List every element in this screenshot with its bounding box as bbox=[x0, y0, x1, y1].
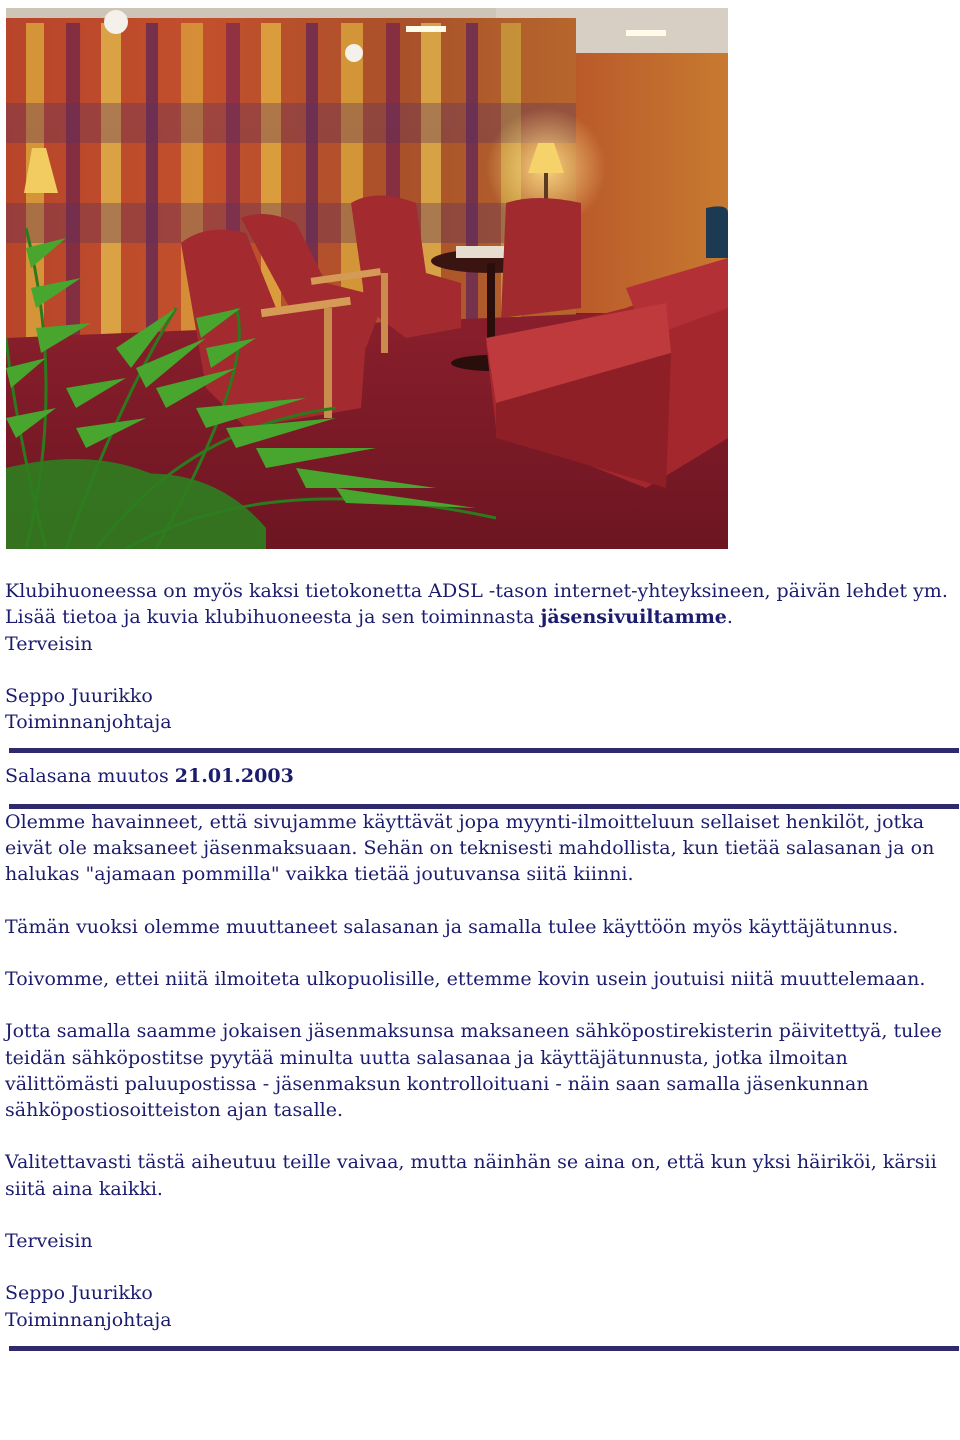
more-info-text: Lisää tietoa ja kuvia klubihuoneesta ja sen toiminnasta bbox=[5, 606, 541, 629]
greeting-2: Terveisin bbox=[5, 1230, 93, 1253]
signer-title-1: Toiminnanjohtaja bbox=[5, 711, 172, 734]
page-content bbox=[5, 578, 957, 1351]
club-room-photo bbox=[6, 8, 728, 549]
request-paragraph: Jotta samalla saamme jokaisen jäsenmaksunsa maksaneen sähköpostirekisterin päivitettyä, tulee teidän sähköpostitse pyytää minulta uutta salasanaa ja käyttäjätunnusta, jotka ilmoitan välittömästi paluupostissa - jäsenmaksun kontrolloituani - näin saan samalla jäsenkunnan sähköpostiosoitteiston ajan tasalle. bbox=[5, 1020, 942, 1122]
observation-paragraph: Olemme havainneet, että sivujamme käyttävät jopa myynti-ilmoitteluun sellaiset henkilöt, jotka eivät ole maksaneet jäsenmaksuaan. Sehän on teknisesti mahdollista, kun tietää salasanan ja on halukas "ajamaan pommilla" vaikka tietää joutuvansa siitä kiinni. bbox=[5, 810, 935, 886]
password-changed-paragraph: Tämän vuoksi olemme muuttaneet salasanan ja samalla tulee käyttöön myös käyttäjätunnus. bbox=[5, 915, 899, 938]
more-info-paragraph bbox=[5, 604, 957, 630]
computers-paragraph: Klubihuoneessa on myös kaksi tietokonetta ADSL -tason internet-yhteyksineen, päivän lehdet ym. bbox=[5, 580, 948, 602]
heading-text: Salasana muutos bbox=[5, 765, 175, 788]
member-pages-link[interactable]: jäsensivuiltamme bbox=[540, 606, 727, 629]
more-info-suffix: . bbox=[726, 606, 733, 629]
signer-name-2: Seppo Juurikko bbox=[5, 1282, 153, 1305]
divider-rule-top bbox=[9, 748, 959, 753]
confidentiality-paragraph: Toivomme, ettei niitä ilmoiteta ulkopuolisille, ettemme kovin usein joutuisi niitä muuttelemaan. bbox=[5, 967, 926, 990]
greeting-1: Terveisin bbox=[5, 632, 93, 655]
password-change-heading bbox=[5, 763, 957, 789]
signer-name-1: Seppo Juurikko bbox=[5, 684, 153, 707]
signer-title-2: Toiminnanjohtaja bbox=[5, 1308, 172, 1331]
apology-paragraph: Valitettavasti tästä aiheutuu teille vaivaa, mutta näinhän se aina on, että kun yksi häiriköi, kärsii siitä aina kaikki. bbox=[5, 1151, 937, 1200]
heading-date: 21.01.2003 bbox=[174, 765, 294, 788]
divider-rule-final bbox=[9, 1346, 959, 1351]
